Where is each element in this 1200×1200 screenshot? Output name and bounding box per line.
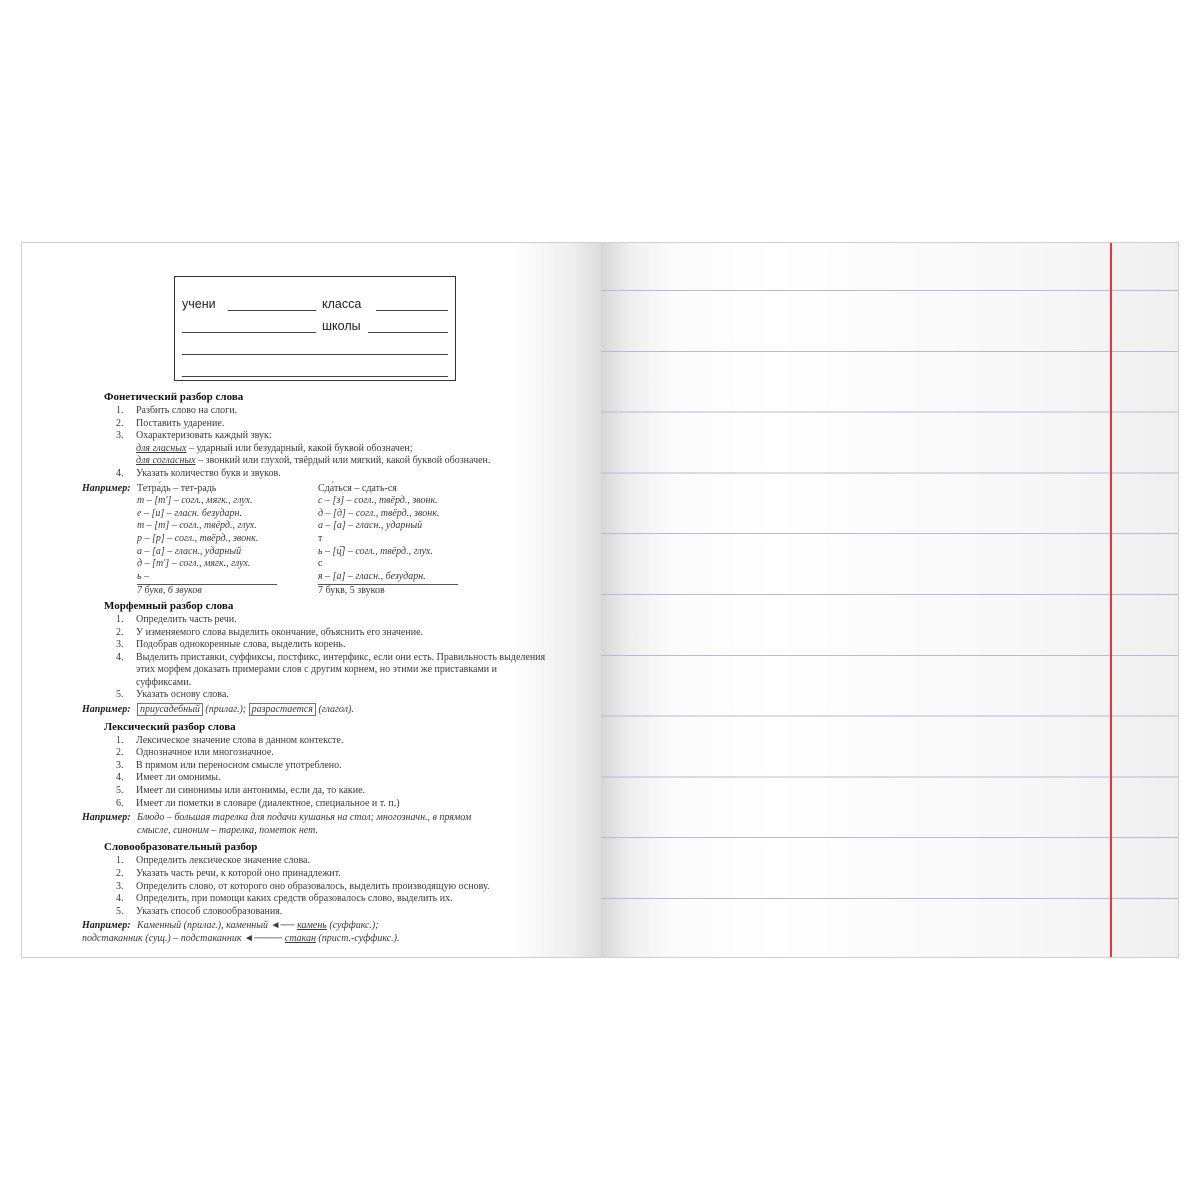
ruled-lines [601, 243, 1179, 957]
example-column-1: Тетра́дь – тет-радь т – [т'] – согл., мягк., глух. е – [и] – гласн. безударн. т – [т] – согл., твёрд., глух. р – [р] – согл., твёрд., звонк. а – [а] – гласн., ударный д – [т'] – согл., мягк., глух. ь – 7 букв, 6 звуков [137, 483, 318, 598]
right-page-lined[interactable] [601, 243, 1179, 957]
section-title-wordformation: Словообразовательный разбор [104, 841, 258, 854]
name-line-1[interactable] [182, 354, 448, 355]
list-item: 1. Лексическое значение слова в данном контексте. [116, 734, 344, 746]
steps-phonetic-cont [82, 468, 552, 481]
section-title-lexical: Лексический разбор слова [104, 720, 236, 733]
list-item: 5. Указать основу слова. [116, 689, 229, 701]
left-page [22, 243, 601, 957]
list-item: 4. Указать количество букв и звуков. [116, 467, 281, 479]
list-item: 3. Охарактеризовать каждый звук: [116, 430, 272, 442]
arrow-icon: ◄──── [241, 932, 285, 944]
list-item: 4. Определить, при помощи каких средств образовалось слово, выделить их. [116, 893, 453, 905]
list-item: 2. Поставить ударение. [116, 417, 225, 429]
school-label: школы [322, 319, 361, 333]
list-item: 2. Однозначное или многозначное. [116, 747, 274, 759]
class-line[interactable] [376, 310, 448, 311]
student-name-line[interactable] [228, 310, 316, 311]
example-wordformation: Например: Каменный (прилаг.), каменный ◄── камень (суффикс.); подстаканник (сущ.) – подстаканник ◄──── стакан (прист.-суффикс.). [82, 920, 400, 944]
student-prefix: учени [182, 297, 216, 311]
steps-morphemic [82, 614, 552, 702]
owner-label-box [174, 276, 456, 381]
name-line-2[interactable] [182, 376, 448, 377]
example-lexical: Например: Блюдо – большая тарелка для подачи кушанья на стол; многозначн., в прямом смысле, синоним – тарелка, пометок нет. [82, 812, 472, 836]
school-line[interactable] [368, 332, 448, 333]
steps-wordformation [82, 855, 552, 918]
example-label: Например: [82, 482, 131, 494]
vowels-note: для гласных – ударный или безударный, какой буквой обозначен; [136, 442, 413, 454]
example-morphemic: Например: приусадебный (прилаг.); разрастается (глагол). [82, 704, 354, 716]
consonants-note: для согласных – звонкий или глухой, твёрдый или мягкий, какой буквой обозначен. [136, 455, 491, 467]
list-item: 1. Разбить слово на слоги. [116, 405, 238, 416]
reference-content [82, 391, 552, 946]
list-item: 3. Определить слово, от которого оно образовалось, выделить производящую основу. [116, 880, 490, 892]
steps-phonetic [82, 405, 552, 443]
list-item: 4. Выделить приставки, суффиксы, постфикс, интерфикс, если они есть. Правильность выделения этих морфем доказать примерами слов с другим корнем, но этими же приставками и суффиксами. [116, 651, 546, 688]
label-row-school [182, 317, 448, 335]
list-item: 3. В прямом или переносном смысле употреблено. [116, 759, 342, 771]
list-item: 1. Определить лексическое значение слова. [116, 855, 310, 867]
section-title-morphemic: Морфемный разбор слова [104, 599, 234, 612]
notebook-spread [21, 242, 1179, 958]
list-item: 1. Определить часть речи. [116, 613, 237, 625]
list-item: 5. Указать способ словообразования. [116, 905, 283, 917]
list-item: 4. Имеет ли омонимы. [116, 772, 221, 784]
list-item: 5. Имеет ли синонимы или антонимы, если да, то какие. [116, 785, 366, 797]
section-title-phonetic: Фонетический разбор слова [104, 391, 244, 403]
school-number-line[interactable] [182, 332, 316, 333]
label-row-student [182, 295, 448, 313]
arrow-icon: ◄── [268, 920, 298, 932]
list-item: 2. У изменяемого слова выделить окончание, объяснить его значение. [116, 626, 424, 638]
example-phonetic [82, 483, 552, 598]
list-item: 6. Имеет ли пометки в словаре (диалектное, специальное и т. п.) [116, 797, 400, 809]
class-label: класса [322, 297, 362, 311]
list-item: 2. Указать часть речи, к которой оно принадлежит. [116, 868, 341, 879]
label-row-name1 [182, 339, 448, 357]
label-row-name2 [182, 361, 448, 379]
steps-lexical [82, 735, 552, 811]
example-column-2: Сда́ться – сдать-ся с – [з] – согл., твёрд., звонк. д – [д] – согл., твёрд., звонк. а – [а] – гласн., ударный т ь – [ц̅] – согл., твёрд., глух. с я – [а] – гласн., безударн. 7 букв, 5 звуков [318, 483, 518, 598]
red-margin-line [1110, 243, 1112, 957]
list-item: 3. Подобрав однокоренные слова, выделить корень. [116, 639, 346, 651]
